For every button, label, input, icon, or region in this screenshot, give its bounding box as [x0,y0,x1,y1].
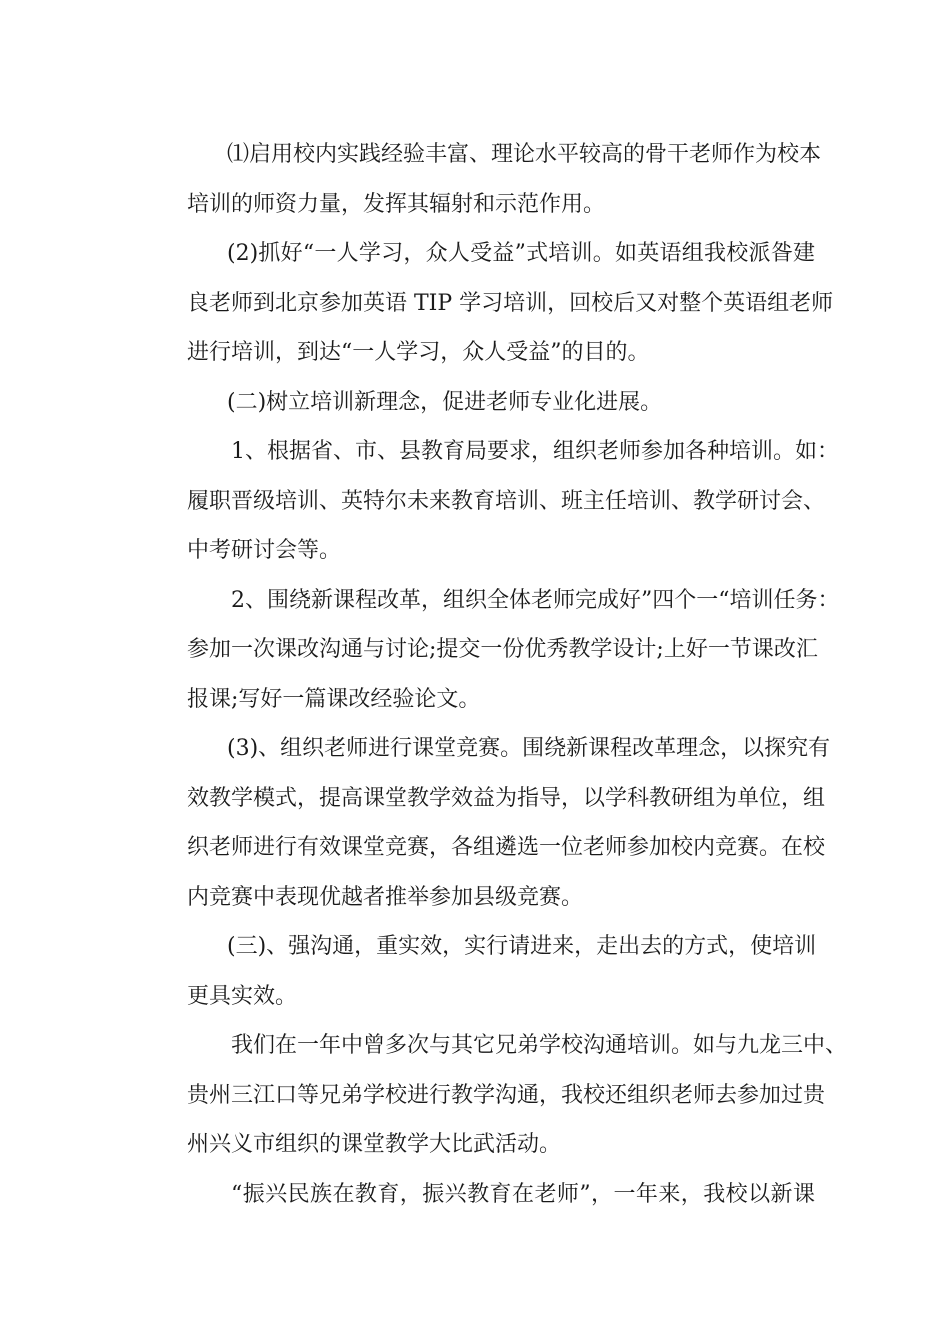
text-line: 培训的师资力量，发挥其辐射和示范作用。 [187,191,606,217]
text-line: 我们在一年中曾多次与其它兄弟学校沟通培训。如与九龙三中、 [231,1033,848,1058]
paragraph-5 [143,576,840,725]
text-line: (2)抓好“一人学习，众人受益”式培训。如英语组我校派昝建 [227,241,815,266]
paragraph-3 [143,378,815,428]
text-line: 中考研讨会等。 [187,538,342,563]
paragraph-4 [143,427,839,576]
text-line: 1、根据省、市、县教育局要求，组织老师参加各种培训。如： [231,439,839,464]
text-line: ⑴启用校内实践经验丰富、理论水平较高的骨干老师作为校本 [227,142,822,167]
text-line: 更具实效。 [187,983,298,1009]
paragraph-6 [143,724,831,922]
text-line: 良老师到北京参加英语 TIP 学习培训，回校后又对整个英语组老师 [187,290,834,316]
text-line: 参加一次课改沟通与讨论;提交一份优秀教学设计;上好一节课改汇 [187,637,818,662]
document-body [143,130,848,1219]
text-line: (三)、强沟通，重实效，实行请进来，走出去的方式，使培训 [227,934,817,959]
text-line: 报课;写好一篇课改经验论文。 [187,686,481,712]
text-line: (3)、组织老师进行课堂竞赛。围绕新课程改革理念，以探究有 [227,736,831,761]
text-line: 进行培训，到达“一人学习，众人受益”的目的。 [187,340,650,365]
text-line: 州兴义市组织的课堂教学大比武活动。 [187,1132,562,1157]
text-line: 贵州三江口等兄弟学校进行教学沟通，我校还组织老师去参加过贵 [187,1082,826,1108]
paragraph-1 [143,130,822,229]
paragraph-8 [143,1021,848,1170]
text-line: 织老师进行有效课堂竞赛，各组遴选一位老师参加校内竞赛。在校 [187,835,826,860]
text-line: 2、围绕新课程改革，组织全体老师完成好”四个一“培训任务： [231,587,840,613]
text-line: (二)树立培训新理念，促进老师专业化进展。 [227,389,663,415]
text-line: 内竞赛中表现优越者推举参加县级竞赛。 [187,884,584,910]
paragraph-2 [143,229,834,378]
paragraph-9 [143,1170,815,1220]
text-line: “振兴民族在教育，振兴教育在老师”，一年来，我校以新课 [231,1181,815,1207]
text-line: 履职晋级培训、英特尔未来教育培训、班主任培训、教学研讨会、 [187,488,826,514]
paragraph-7 [143,922,815,1021]
text-line: 效教学模式，提高课堂教学效益为指导，以学科教研组为单位，组 [187,785,826,811]
